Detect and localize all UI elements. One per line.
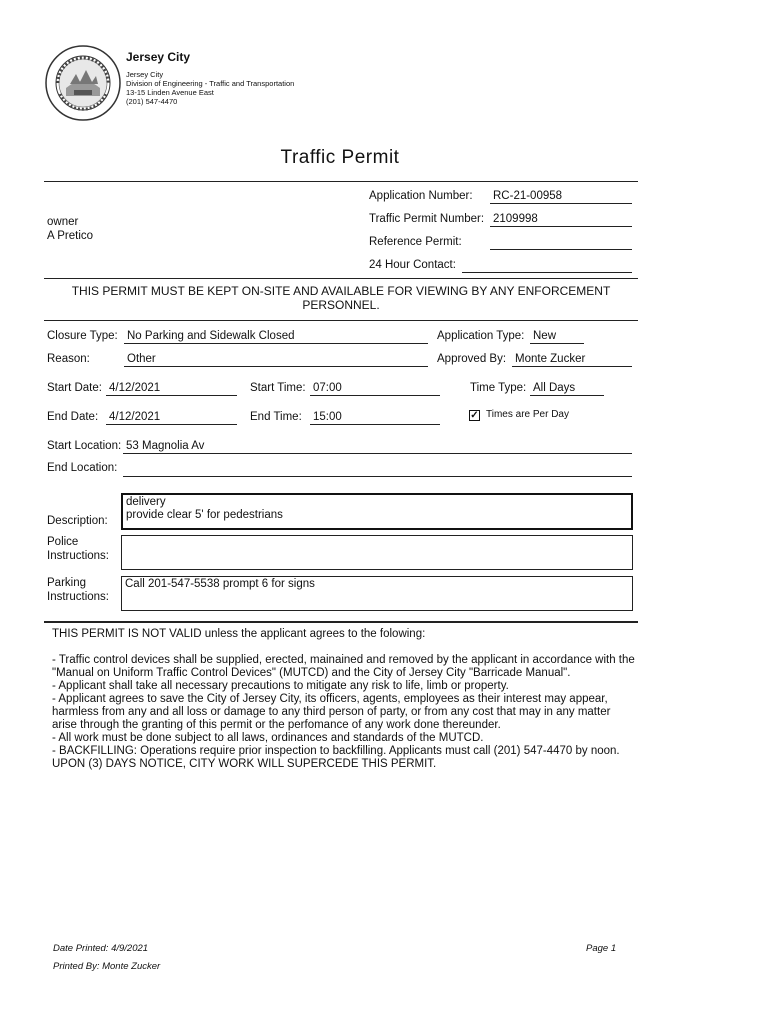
terms-item: - All work must be done subject to all laws, ordinances and standards of the MUTCD. <box>52 732 484 744</box>
start-time-label: Start Time: <box>250 382 306 394</box>
org-address-line: 13-15 Linden Avenue East <box>126 88 214 97</box>
application-number-value: RC-21-00958 <box>490 190 632 204</box>
application-type-label: Application Type: <box>437 330 525 342</box>
terms-item: UPON (3) DAYS NOTICE, CITY WORK WILL SUPERCEDE THIS PERMIT. <box>52 758 437 770</box>
per-day-label: Times are Per Day <box>486 409 569 420</box>
parking-label: Instructions: <box>47 591 109 603</box>
application-type-value: New <box>530 330 584 344</box>
onsite-notice: THIS PERMIT MUST BE KEPT ON-SITE AND AVAILABLE FOR VIEWING BY ANY ENFORCEMENT PERSONNEL. <box>71 284 611 312</box>
parking-label: Parking <box>47 577 86 589</box>
reference-permit-label: Reference Permit: <box>369 236 462 248</box>
approved-by-label: Approved By: <box>437 353 507 365</box>
reason-label: Reason: <box>47 353 90 365</box>
description-label: Description: <box>47 515 108 527</box>
page-title: Traffic Permit <box>280 147 400 168</box>
police-label: Police <box>47 536 79 548</box>
start-location-value: 53 Magnolia Av <box>123 440 632 454</box>
approved-by-value: Monte Zucker <box>512 353 632 367</box>
terms-intro: THIS PERMIT IS NOT VALID unless the applicant agrees to the folowing: <box>52 628 426 640</box>
time-type-value: All Days <box>530 382 604 396</box>
printed-by: Printed By: Monte Zucker <box>53 961 161 972</box>
time-type-label: Time Type: <box>470 382 527 394</box>
date-printed: Date Printed: 4/9/2021 <box>53 943 149 954</box>
divider <box>44 278 638 279</box>
closure-type-label: Closure Type: <box>47 330 118 342</box>
end-location-label: End Location: <box>47 462 118 474</box>
start-date-value: 4/12/2021 <box>106 382 237 396</box>
org-name: Jersey City <box>126 50 191 64</box>
page-number: Page 1 <box>586 943 617 954</box>
end-time-value: 15:00 <box>310 411 440 425</box>
per-day-checkbox[interactable]: ✓ <box>470 410 479 421</box>
applicant-line-2: A Pretico <box>47 230 94 242</box>
terms-section <box>52 628 638 771</box>
applicant-line-1: owner <box>47 216 79 228</box>
police-label: Instructions: <box>47 550 109 562</box>
parking-instructions-box: Call 201-547-5538 prompt 6 for signs <box>121 576 633 611</box>
terms-item: - BACKFILLING: Operations require prior inspection to backfilling. Applicants must call (201) 547-4470 by noon. <box>52 745 620 757</box>
end-time-label: End Time: <box>250 411 302 423</box>
description-line: provide clear 5' for pedestrians <box>126 509 283 521</box>
start-time-value: 07:00 <box>310 382 440 396</box>
terms-item: - Traffic control devices shall be supplied, erected, mainained and removed by the applicant in accordance with the "Manual on Uniform Traffic Control Devices" (MUTCD) and the City of Jersey City "Barricade Manual". <box>52 654 635 679</box>
application-number-label: Application Number: <box>369 190 473 202</box>
reference-permit-value <box>490 236 632 250</box>
divider <box>44 181 638 182</box>
org-address-line: (201) 547-4470 <box>126 97 178 106</box>
end-date-value: 4/12/2021 <box>106 411 237 425</box>
terms-item: - Applicant agrees to save the City of Jersey City, its officers, agents, employees as their interest may appear, harmless from any and all loss or damage to any third person of party, or from any cost that may in any matter arise through the granting of this permit or the perfomance of any work done thereunder. <box>52 693 611 731</box>
org-address-line: Division of Engineering - Traffic and Transportation <box>126 79 295 88</box>
description-line: delivery <box>126 496 166 508</box>
end-location-value <box>123 463 632 477</box>
closure-type-value: No Parking and Sidewalk Closed <box>124 330 428 344</box>
start-date-label: Start Date: <box>47 382 102 394</box>
org-address-line: Jersey City <box>126 70 164 79</box>
permit-number-label: Traffic Permit Number: <box>369 213 485 225</box>
contact-value <box>462 259 632 273</box>
start-location-label: Start Location: <box>47 440 122 452</box>
permit-number-value: 2109998 <box>490 213 632 227</box>
contact-label: 24 Hour Contact: <box>369 259 456 271</box>
police-instructions-box <box>121 535 633 570</box>
city-seal-logo <box>44 44 122 122</box>
terms-item: - Applicant shall take all necessary precautions to mitigate any risk to life, limb or property. <box>52 680 509 692</box>
divider <box>44 320 638 321</box>
end-date-label: End Date: <box>47 411 99 423</box>
reason-value: Other <box>124 353 428 367</box>
description-box <box>121 493 633 530</box>
divider <box>44 621 638 623</box>
